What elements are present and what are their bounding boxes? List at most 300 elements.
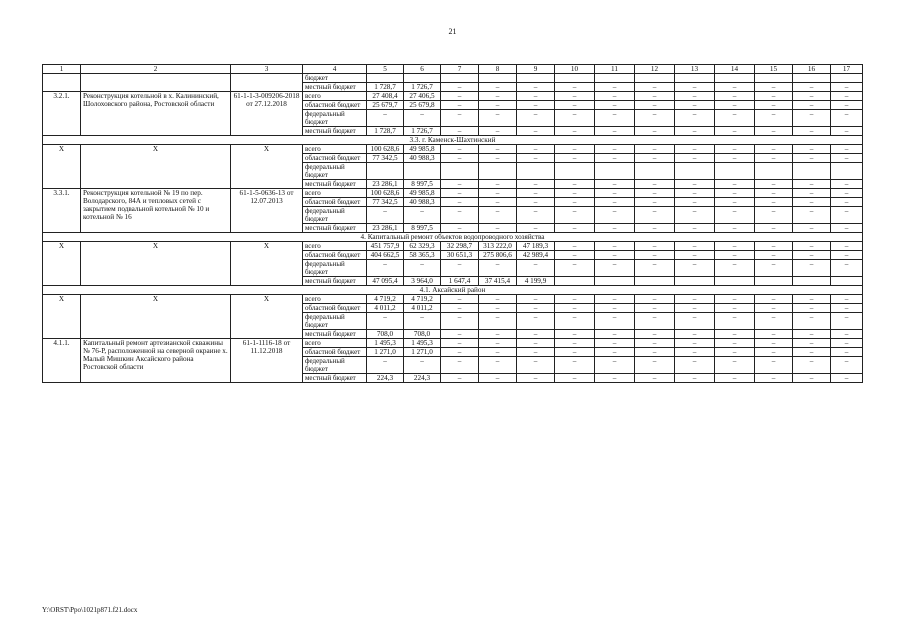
- amount-cell: –: [555, 92, 595, 101]
- amount-cell: –: [555, 198, 595, 207]
- amount-cell: –: [441, 198, 479, 207]
- funding-source-label: всего: [303, 145, 367, 154]
- amount-cell: –: [675, 127, 715, 136]
- amount-cell: –: [635, 189, 675, 198]
- amount-cell: –: [441, 339, 479, 348]
- amount-cell: 47 095,4: [367, 277, 404, 286]
- funding-source-label: областной бюджет: [303, 348, 367, 357]
- funding-source-label: областной бюджет: [303, 198, 367, 207]
- amount-cell: [831, 277, 863, 286]
- amount-cell: –: [595, 295, 635, 304]
- amount-cell: –: [555, 348, 595, 357]
- funding-source-label: всего: [303, 295, 367, 304]
- amount-cell: –: [715, 251, 755, 260]
- amount-cell: –: [831, 207, 863, 224]
- amount-cell: –: [715, 110, 755, 127]
- amount-cell: –: [479, 330, 517, 339]
- amount-cell: 404 662,5: [367, 251, 404, 260]
- amount-cell: –: [635, 83, 675, 92]
- amount-cell: –: [441, 207, 479, 224]
- column-number-header: 6: [404, 65, 441, 74]
- item-number-cell: 3.3.1.: [43, 189, 81, 233]
- amount-cell: –: [595, 110, 635, 127]
- table-row: [43, 189, 863, 198]
- column-number-header: 14: [715, 65, 755, 74]
- amount-cell: –: [367, 207, 404, 224]
- funding-source-label: федеральный бюджет: [303, 110, 367, 127]
- amount-cell: –: [675, 348, 715, 357]
- section-heading-row: [43, 233, 863, 242]
- amount-cell: 23 286,1: [367, 180, 404, 189]
- column-number-header: 4: [303, 65, 367, 74]
- amount-cell: –: [635, 339, 675, 348]
- amount-cell: 1 647,4: [441, 277, 479, 286]
- amount-cell: –: [367, 313, 404, 330]
- amount-cell: –: [479, 83, 517, 92]
- amount-cell: –: [675, 242, 715, 251]
- amount-cell: [404, 74, 441, 83]
- column-number-header: 11: [595, 65, 635, 74]
- budget-table: [42, 64, 863, 383]
- amount-cell: 1 728,7: [367, 127, 404, 136]
- amount-cell: –: [755, 330, 793, 339]
- amount-cell: 1 271,0: [404, 348, 441, 357]
- amount-cell: 3 964,0: [404, 277, 441, 286]
- amount-cell: –: [715, 295, 755, 304]
- amount-cell: [595, 74, 635, 83]
- amount-cell: –: [675, 224, 715, 233]
- amount-cell: –: [441, 92, 479, 101]
- document-cell: 61-1-5-0636-13 от 12.07.2013: [231, 189, 303, 233]
- amount-cell: –: [675, 180, 715, 189]
- amount-cell: –: [595, 92, 635, 101]
- amount-cell: –: [595, 154, 635, 163]
- amount-cell: –: [755, 110, 793, 127]
- amount-cell: –: [517, 180, 555, 189]
- amount-cell: –: [755, 101, 793, 110]
- amount-cell: 224,3: [367, 374, 404, 383]
- amount-cell: –: [675, 339, 715, 348]
- amount-cell: –: [793, 154, 831, 163]
- amount-cell: –: [517, 304, 555, 313]
- amount-cell: –: [635, 260, 675, 277]
- amount-cell: –: [675, 145, 715, 154]
- column-number-header: 15: [755, 65, 793, 74]
- amount-cell: 47 189,3: [517, 242, 555, 251]
- amount-cell: –: [555, 242, 595, 251]
- amount-cell: –: [555, 127, 595, 136]
- amount-cell: –: [715, 374, 755, 383]
- amount-cell: –: [441, 189, 479, 198]
- amount-cell: –: [635, 330, 675, 339]
- amount-cell: [635, 74, 675, 83]
- amount-cell: 62 329,3: [404, 242, 441, 251]
- amount-cell: –: [755, 92, 793, 101]
- amount-cell: –: [555, 207, 595, 224]
- amount-cell: –: [831, 348, 863, 357]
- funding-source-label: всего: [303, 92, 367, 101]
- amount-cell: –: [595, 198, 635, 207]
- column-number-header: 8: [479, 65, 517, 74]
- amount-cell: –: [479, 348, 517, 357]
- document-cell: Х: [231, 242, 303, 286]
- object-name-cell: Х: [81, 295, 231, 339]
- amount-cell: –: [755, 189, 793, 198]
- object-name-cell: Реконструкция котельной № 19 по пер. Володарского, 84А и тепловых сетей с закрытием подвальной котельной № 10 и котельной № 16: [81, 189, 231, 233]
- amount-cell: 4 011,2: [404, 304, 441, 313]
- amount-cell: –: [479, 295, 517, 304]
- amount-cell: –: [555, 374, 595, 383]
- amount-cell: –: [479, 189, 517, 198]
- amount-cell: –: [555, 154, 595, 163]
- amount-cell: –: [793, 330, 831, 339]
- amount-cell: –: [595, 339, 635, 348]
- item-number-cell: Х: [43, 145, 81, 189]
- funding-source-label: областной бюджет: [303, 304, 367, 313]
- amount-cell: 27 408,4: [367, 92, 404, 101]
- funding-source-label: бюджет: [303, 74, 367, 83]
- amount-cell: –: [793, 339, 831, 348]
- amount-cell: –: [635, 224, 675, 233]
- column-number-header: 3: [231, 65, 303, 74]
- amount-cell: –: [517, 348, 555, 357]
- amount-cell: –: [715, 357, 755, 374]
- amount-cell: –: [635, 357, 675, 374]
- amount-cell: –: [367, 110, 404, 127]
- amount-cell: –: [635, 374, 675, 383]
- funding-source-label: федеральный бюджет: [303, 163, 367, 180]
- amount-cell: 100 628,6: [367, 189, 404, 198]
- amount-cell: –: [675, 260, 715, 277]
- amount-cell: –: [517, 127, 555, 136]
- amount-cell: –: [555, 330, 595, 339]
- amount-cell: –: [831, 110, 863, 127]
- amount-cell: –: [755, 374, 793, 383]
- amount-cell: –: [479, 198, 517, 207]
- amount-cell: [555, 74, 595, 83]
- amount-cell: –: [831, 339, 863, 348]
- column-number-header: 5: [367, 65, 404, 74]
- section-heading: 4. Капитальный ремонт объектов водопроводного хозяйства: [43, 233, 863, 242]
- column-number-header: 7: [441, 65, 479, 74]
- amount-cell: –: [715, 154, 755, 163]
- amount-cell: –: [675, 101, 715, 110]
- amount-cell: –: [517, 313, 555, 330]
- column-number-header: 10: [555, 65, 595, 74]
- amount-cell: –: [755, 154, 793, 163]
- table-row: [43, 92, 863, 101]
- amount-cell: –: [675, 251, 715, 260]
- amount-cell: 1 726,7: [404, 83, 441, 92]
- amount-cell: –: [479, 180, 517, 189]
- amount-cell: –: [595, 189, 635, 198]
- amount-cell: –: [555, 224, 595, 233]
- amount-cell: [715, 163, 755, 180]
- section-heading: 3.3. г. Каменск-Шахтинский: [43, 136, 863, 145]
- amount-cell: –: [517, 198, 555, 207]
- page-number: 21: [448, 27, 457, 36]
- amount-cell: –: [831, 242, 863, 251]
- amount-cell: –: [555, 357, 595, 374]
- amount-cell: 4 719,2: [367, 295, 404, 304]
- document-cell: 61-1-1-3-009206-2018 от 27.12.2018: [231, 92, 303, 136]
- table-row: [43, 242, 863, 251]
- amount-cell: 313 222,0: [479, 242, 517, 251]
- amount-cell: [755, 277, 793, 286]
- amount-cell: –: [715, 339, 755, 348]
- funding-source-label: областной бюджет: [303, 154, 367, 163]
- amount-cell: –: [831, 198, 863, 207]
- amount-cell: –: [479, 127, 517, 136]
- amount-cell: 708,0: [404, 330, 441, 339]
- amount-cell: –: [479, 357, 517, 374]
- amount-cell: [441, 163, 479, 180]
- amount-cell: 23 286,1: [367, 224, 404, 233]
- amount-cell: –: [517, 260, 555, 277]
- amount-cell: –: [755, 357, 793, 374]
- amount-cell: –: [479, 154, 517, 163]
- amount-cell: –: [555, 83, 595, 92]
- amount-cell: –: [635, 207, 675, 224]
- amount-cell: 1 726,7: [404, 127, 441, 136]
- amount-cell: –: [715, 189, 755, 198]
- amount-cell: –: [441, 295, 479, 304]
- amount-cell: 77 342,5: [367, 154, 404, 163]
- amount-cell: [479, 74, 517, 83]
- amount-cell: –: [831, 260, 863, 277]
- amount-cell: –: [441, 101, 479, 110]
- amount-cell: [755, 74, 793, 83]
- amount-cell: –: [635, 198, 675, 207]
- amount-cell: –: [555, 251, 595, 260]
- amount-cell: –: [595, 260, 635, 277]
- amount-cell: –: [635, 101, 675, 110]
- funding-source-label: местный бюджет: [303, 277, 367, 286]
- amount-cell: –: [595, 348, 635, 357]
- amount-cell: –: [441, 330, 479, 339]
- amount-cell: –: [793, 207, 831, 224]
- amount-cell: –: [793, 180, 831, 189]
- amount-cell: –: [715, 101, 755, 110]
- funding-source-label: областной бюджет: [303, 101, 367, 110]
- amount-cell: –: [517, 357, 555, 374]
- funding-source-label: федеральный бюджет: [303, 357, 367, 374]
- amount-cell: –: [793, 224, 831, 233]
- amount-cell: –: [793, 101, 831, 110]
- amount-cell: –: [755, 251, 793, 260]
- item-number-cell: 4.1.1.: [43, 339, 81, 383]
- amount-cell: –: [555, 295, 595, 304]
- amount-cell: –: [635, 92, 675, 101]
- amount-cell: 42 989,4: [517, 251, 555, 260]
- amount-cell: –: [441, 304, 479, 313]
- amount-cell: –: [755, 260, 793, 277]
- amount-cell: –: [595, 242, 635, 251]
- amount-cell: –: [635, 180, 675, 189]
- amount-cell: –: [555, 180, 595, 189]
- amount-cell: –: [793, 127, 831, 136]
- funding-source-label: всего: [303, 242, 367, 251]
- amount-cell: –: [517, 189, 555, 198]
- amount-cell: –: [831, 357, 863, 374]
- item-number-cell: 3.2.1.: [43, 92, 81, 136]
- table-row: [43, 339, 863, 348]
- amount-cell: –: [675, 304, 715, 313]
- amount-cell: –: [555, 339, 595, 348]
- empty-cell: [231, 74, 303, 92]
- column-number-header: 13: [675, 65, 715, 74]
- amount-cell: –: [793, 83, 831, 92]
- amount-cell: –: [831, 224, 863, 233]
- column-number-header: 9: [517, 65, 555, 74]
- amount-cell: [479, 163, 517, 180]
- amount-cell: –: [479, 260, 517, 277]
- amount-cell: –: [441, 110, 479, 127]
- amount-cell: –: [635, 145, 675, 154]
- amount-cell: [404, 163, 441, 180]
- amount-cell: –: [517, 295, 555, 304]
- amount-cell: –: [715, 242, 755, 251]
- amount-cell: –: [595, 251, 635, 260]
- amount-cell: –: [595, 145, 635, 154]
- amount-cell: 49 985,8: [404, 189, 441, 198]
- amount-cell: –: [755, 348, 793, 357]
- amount-cell: –: [441, 180, 479, 189]
- funding-source-label: федеральный бюджет: [303, 207, 367, 224]
- table-row: [43, 295, 863, 304]
- amount-cell: –: [715, 83, 755, 92]
- section-heading: 4.1. Аксайский район: [43, 286, 863, 295]
- amount-cell: [635, 163, 675, 180]
- amount-cell: 4 719,2: [404, 295, 441, 304]
- amount-cell: 275 806,6: [479, 251, 517, 260]
- amount-cell: –: [441, 374, 479, 383]
- column-number-header: 1: [43, 65, 81, 74]
- funding-source-label: всего: [303, 189, 367, 198]
- amount-cell: –: [793, 313, 831, 330]
- amount-cell: [675, 277, 715, 286]
- amount-cell: –: [675, 110, 715, 127]
- amount-cell: –: [479, 224, 517, 233]
- amount-cell: –: [441, 83, 479, 92]
- amount-cell: –: [715, 198, 755, 207]
- amount-cell: –: [715, 330, 755, 339]
- amount-cell: –: [755, 198, 793, 207]
- amount-cell: –: [555, 145, 595, 154]
- amount-cell: –: [595, 304, 635, 313]
- amount-cell: –: [404, 313, 441, 330]
- amount-cell: –: [755, 339, 793, 348]
- amount-cell: –: [831, 145, 863, 154]
- amount-cell: –: [715, 92, 755, 101]
- amount-cell: –: [555, 260, 595, 277]
- amount-cell: [595, 277, 635, 286]
- amount-cell: [793, 74, 831, 83]
- amount-cell: –: [675, 189, 715, 198]
- amount-cell: 1 271,0: [367, 348, 404, 357]
- amount-cell: –: [755, 224, 793, 233]
- amount-cell: –: [793, 242, 831, 251]
- amount-cell: –: [595, 330, 635, 339]
- amount-cell: [517, 163, 555, 180]
- amount-cell: –: [517, 83, 555, 92]
- amount-cell: –: [635, 110, 675, 127]
- amount-cell: –: [479, 92, 517, 101]
- amount-cell: –: [441, 145, 479, 154]
- amount-cell: –: [793, 198, 831, 207]
- amount-cell: –: [479, 304, 517, 313]
- amount-cell: [831, 163, 863, 180]
- amount-cell: –: [517, 374, 555, 383]
- funding-source-label: всего: [303, 339, 367, 348]
- amount-cell: 40 988,3: [404, 198, 441, 207]
- section-heading-row: [43, 286, 863, 295]
- amount-cell: –: [635, 304, 675, 313]
- amount-cell: –: [635, 242, 675, 251]
- amount-cell: –: [479, 207, 517, 224]
- amount-cell: [441, 74, 479, 83]
- amount-cell: 224,3: [404, 374, 441, 383]
- amount-cell: –: [479, 374, 517, 383]
- amount-cell: –: [831, 189, 863, 198]
- amount-cell: –: [635, 127, 675, 136]
- amount-cell: –: [793, 189, 831, 198]
- amount-cell: 708,0: [367, 330, 404, 339]
- amount-cell: [715, 74, 755, 83]
- amount-cell: [675, 74, 715, 83]
- amount-cell: –: [793, 348, 831, 357]
- amount-cell: 27 406,5: [404, 92, 441, 101]
- amount-cell: –: [675, 330, 715, 339]
- amount-cell: 451 757,9: [367, 242, 404, 251]
- amount-cell: –: [555, 313, 595, 330]
- amount-cell: [555, 277, 595, 286]
- column-number-header: 16: [793, 65, 831, 74]
- amount-cell: –: [517, 207, 555, 224]
- amount-cell: –: [755, 207, 793, 224]
- object-name-cell: Х: [81, 145, 231, 189]
- amount-cell: –: [831, 374, 863, 383]
- amount-cell: –: [793, 92, 831, 101]
- amount-cell: –: [715, 260, 755, 277]
- amount-cell: –: [635, 348, 675, 357]
- amount-cell: –: [517, 154, 555, 163]
- amount-cell: 8 997,5: [404, 180, 441, 189]
- item-number-cell: Х: [43, 242, 81, 286]
- amount-cell: –: [675, 154, 715, 163]
- section-heading-row: [43, 136, 863, 145]
- amount-cell: –: [755, 83, 793, 92]
- amount-cell: –: [517, 330, 555, 339]
- amount-cell: –: [441, 127, 479, 136]
- amount-cell: –: [595, 207, 635, 224]
- amount-cell: –: [441, 313, 479, 330]
- amount-cell: –: [831, 251, 863, 260]
- amount-cell: [367, 74, 404, 83]
- amount-cell: –: [675, 207, 715, 224]
- table-row: [43, 145, 863, 154]
- amount-cell: –: [715, 348, 755, 357]
- amount-cell: [517, 74, 555, 83]
- amount-cell: –: [595, 224, 635, 233]
- amount-cell: –: [441, 348, 479, 357]
- amount-cell: –: [755, 145, 793, 154]
- funding-source-label: местный бюджет: [303, 180, 367, 189]
- amount-cell: –: [675, 92, 715, 101]
- amount-cell: 40 988,3: [404, 154, 441, 163]
- document-cell: Х: [231, 145, 303, 189]
- amount-cell: –: [595, 127, 635, 136]
